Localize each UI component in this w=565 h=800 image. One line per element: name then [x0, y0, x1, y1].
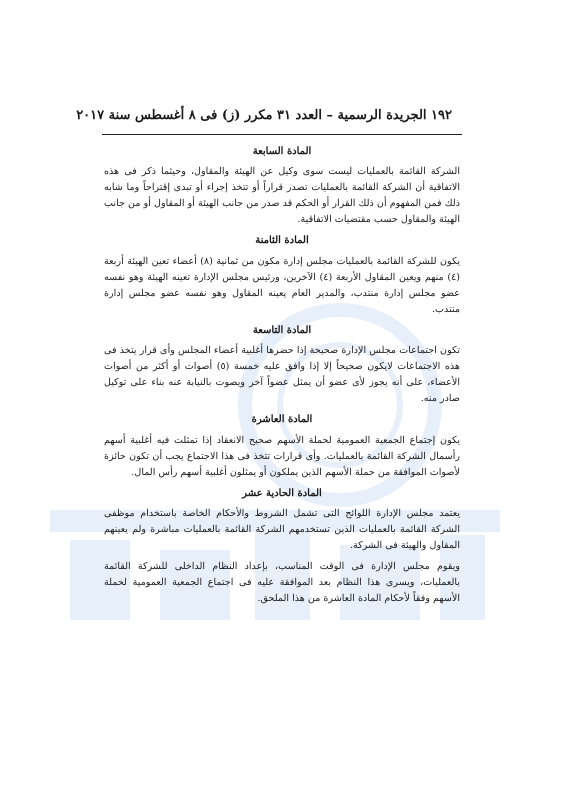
article-paragraph: يعتمد مجلس الإدارة اللوائح التى تشمل الشروط والأحكام الخاصة باستخدام موظفى الشركة القائمة بالعمليات الذين تستخدمهم الشركة القائمة بالعمليات مباشرة ولم يعينهم المقاول والهيئة فى الشركة.	[104, 507, 460, 552]
header-rule	[102, 134, 462, 135]
article-title: المادة الثامنة	[255, 235, 309, 247]
gazette-header: ١٩٢ الجريدة الرسمية – العدد ٣١ مكرر (ز) فى ٨ أغسطس سنة ٢٠١٧	[76, 108, 452, 123]
article-title: المادة الحادية عشر	[242, 487, 322, 499]
document-body	[104, 142, 460, 612]
article-title: المادة العاشرة	[251, 414, 313, 426]
article-7	[104, 144, 460, 228]
article-11	[104, 486, 460, 608]
article-paragraph: يكون إجتماع الجمعية العمومية لحملة الأسهم صحيح الانعقاد إذا تمثلت فيه أغلبية أسهم رأسمال الشركة القائمة بالعمليات. وأى قرارات تتخذ فى هذا الاجتماع يجب أن تكون حائزة لأصوات الموافقة من حملة الأسهم الذين يملكون أو يمثلون أغلبية أسهم رأس المال.	[104, 434, 460, 478]
article-paragraph: ويقوم مجلس الإدارة فى الوقت المناسب، بإعداد النظام الداخلى للشركة القائمة بالعمليات، ويسرى هذا النظام بعد الموافقة عليه فى اجتماع الجمعية العمومية لحملة الأسهم وفقاً لأحكام المادة العاشرة من هذا الملحق.	[104, 561, 460, 605]
article-9	[104, 323, 460, 407]
article-paragraph: تكون اجتماعات مجلس الإدارة صحيحة إذا حضرها أغلبية أعضاء المجلس وأى قرار يتخذ فى هذه الاجتماعات لايكون صحيحاً إلا إذا وافق عليه خمسة (٥) أصوات أو أكثر من أصوات الأعضاء، على أنه يجوز لأى عضو أن يمثل عضواً آخر ويصوت بالنيابة عنه بناء على توكيل صادر منه.	[104, 345, 460, 405]
article-title: المادة التاسعة	[252, 324, 312, 336]
article-title: المادة السابعة	[252, 146, 312, 157]
article-8	[104, 233, 460, 317]
article-10	[104, 412, 460, 480]
article-paragraph: الشركة القائمة بالعمليات ليست سوى وكيل عن الهيئة والمقاول، وحيثما ذكر فى هذه الاتفاقية أن الشركة القائمة بالعمليات تصدر قراراً أو تتخذ إجراء أو تبدى إقتراحاً وما شابه ذلك فمن المفهوم أن ذلك القرار أو الحكم قد صدر من جانب الهيئة أو المقاول أو من جانب الهيئة والمقاول حسب مقتضيات الاتفاقية.	[104, 166, 460, 226]
article-paragraph: يكون للشركة القائمة بالعمليات مجلس إدارة مكون من ثمانية (٨) أعضاء تعين الهيئة أربعة (٤) منهم ويعين المقاول الأربعة (٤) الآخرين، ورئيس مجلس الإدارة تعينه الهيئة وهو نفسه عضو مجلس إدارة منتدب، والمدير العام يعينه المقاول وهو نفسه عضو مجلس إدارة منتدب.	[104, 255, 460, 315]
